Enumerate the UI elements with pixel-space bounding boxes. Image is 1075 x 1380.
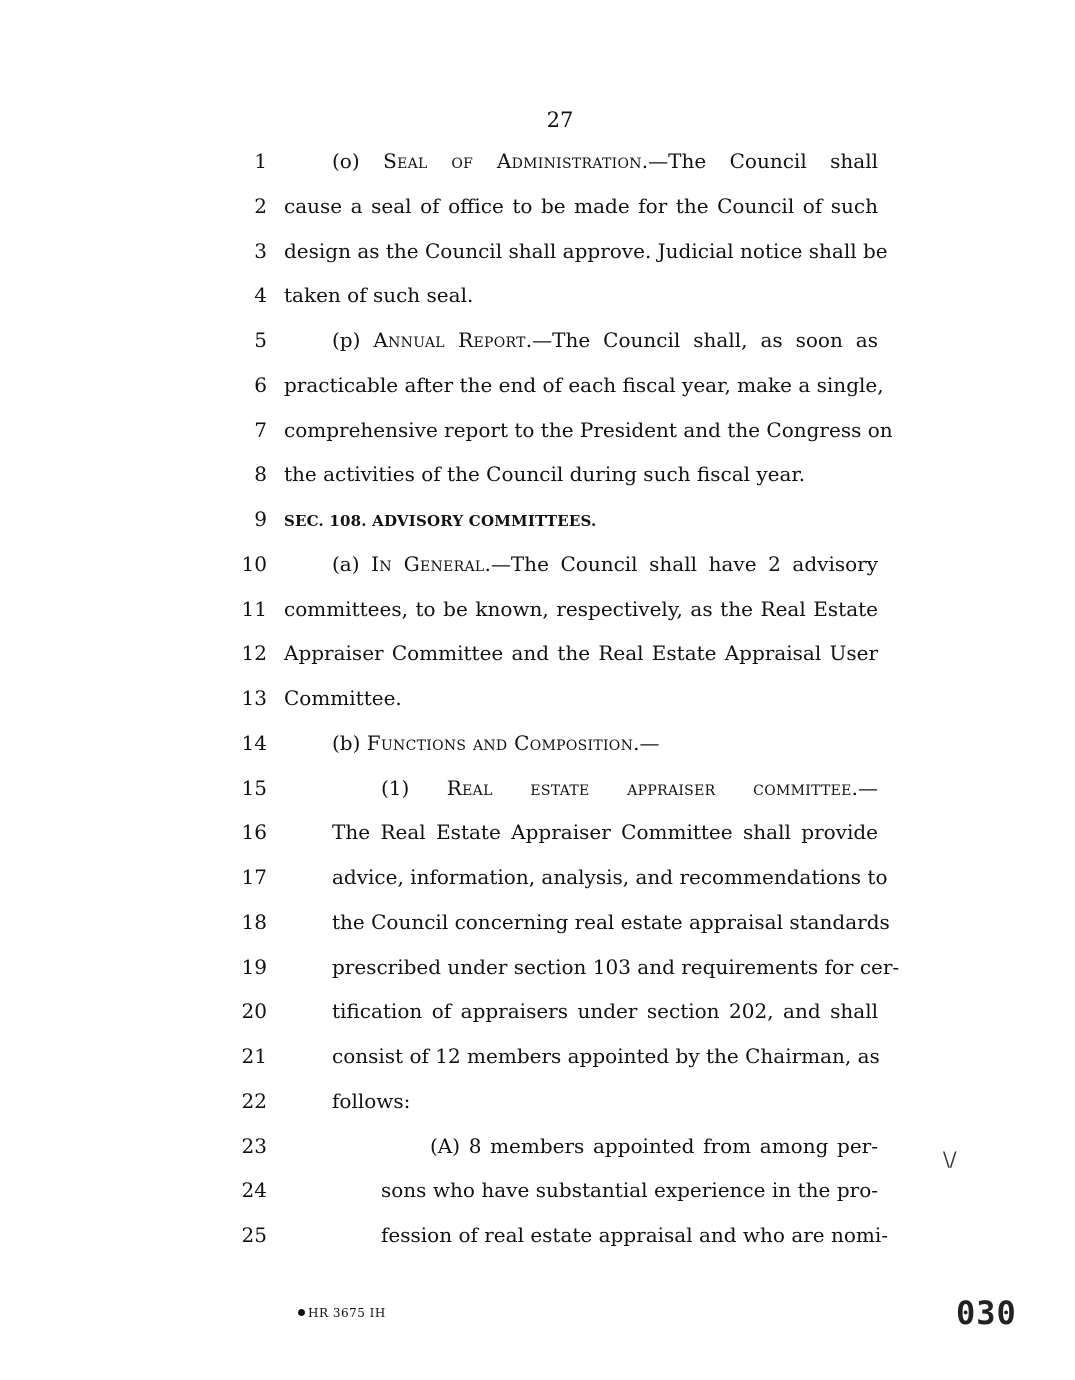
- line-number: 3: [254, 238, 267, 263]
- line-number: 4: [254, 283, 267, 308]
- line-segment: (A) 8 members appointed from among per-: [430, 1133, 878, 1158]
- line-text: [284, 370, 884, 400]
- line-segment: (o): [332, 149, 384, 173]
- line-number: 8: [254, 462, 267, 487]
- text-line: [0, 236, 1075, 266]
- line-segment: design as the Council shall approve. Judicial notice shall be: [284, 238, 888, 263]
- section-caption: Seal of Administration: [383, 149, 642, 173]
- text-line: [0, 728, 1075, 758]
- line-number: 10: [241, 551, 267, 576]
- text-line: [0, 459, 1075, 489]
- line-segment: taken of such seal.: [284, 283, 474, 308]
- line-segment: .—The Council shall, as soon as: [525, 328, 878, 352]
- bill-footer: [298, 1306, 386, 1320]
- text-line: [0, 683, 1075, 713]
- line-segment: (1): [381, 775, 447, 800]
- line-text: [284, 459, 805, 489]
- line-segment: Committee.: [284, 686, 402, 710]
- line-number: 15: [241, 775, 267, 800]
- line-text: [381, 773, 878, 803]
- line-text: [284, 683, 402, 713]
- line-segment: cause a seal of office to be made for the Council of such: [284, 193, 878, 218]
- text-line: [0, 415, 1075, 445]
- line-text: [284, 638, 878, 668]
- line-text: [284, 191, 878, 221]
- line-number: 18: [241, 909, 267, 934]
- text-line: [0, 325, 1075, 355]
- line-number: 7: [254, 417, 267, 442]
- line-text: [332, 1041, 878, 1071]
- bill-number: HR 3675 IH: [308, 1306, 386, 1320]
- text-line: [0, 191, 1075, 221]
- text-line: [0, 996, 1075, 1026]
- text-line: [0, 1041, 1075, 1071]
- handwritten-margin-mark: \/: [943, 1147, 957, 1171]
- line-segment: .—The Council shall have 2 advisory: [484, 551, 879, 576]
- line-segment: The Real Estate Appraiser Committee shall provide: [332, 820, 878, 845]
- line-segment: sons who have substantial experience in the pro-: [381, 1178, 878, 1203]
- line-number: 2: [254, 193, 267, 218]
- line-text: [284, 594, 878, 624]
- line-number: 16: [241, 820, 267, 845]
- text-line: [0, 862, 1075, 892]
- line-text: [430, 1131, 878, 1161]
- line-segment: .—The Council shall: [641, 149, 879, 173]
- line-segment: the Council concerning real estate appraisal standards: [332, 909, 890, 934]
- line-number: 24: [241, 1178, 267, 1203]
- text-line: [0, 638, 1075, 668]
- text-line: [0, 1086, 1075, 1116]
- line-segment: (a): [332, 551, 372, 576]
- line-number: 22: [241, 1088, 267, 1113]
- line-text: [284, 236, 888, 266]
- text-line: [0, 1220, 1075, 1250]
- line-text: [332, 549, 878, 579]
- line-number: 14: [241, 730, 267, 755]
- line-number: 11: [241, 596, 267, 621]
- line-segment: .—: [633, 730, 660, 755]
- section-caption: Real estate appraiser committee: [446, 775, 852, 800]
- line-text: [381, 1175, 878, 1205]
- line-number: 6: [254, 372, 267, 397]
- line-segment: Appraiser Committee and the Real Estate Appraisal User: [284, 641, 878, 666]
- line-segment: comprehensive report to the President and the Congress on: [284, 417, 893, 442]
- line-number: 17: [241, 865, 267, 889]
- text-line: [0, 952, 1075, 982]
- line-text: [332, 817, 878, 847]
- page-number: 27: [546, 108, 574, 132]
- line-segment: tification of appraisers under section 202, and shall: [332, 999, 878, 1024]
- bullet-icon: [298, 1309, 305, 1316]
- line-text: [284, 504, 596, 536]
- line-number: 13: [241, 686, 267, 710]
- section-caption: Functions and Composition: [366, 730, 634, 755]
- text-line: [0, 1175, 1075, 1205]
- line-number: 21: [241, 1044, 267, 1068]
- section-caption: In General: [371, 551, 485, 576]
- text-line: [0, 370, 1075, 400]
- line-number: 20: [241, 999, 267, 1024]
- line-text: [332, 325, 878, 355]
- text-line: [0, 817, 1075, 847]
- line-text: [332, 1086, 410, 1116]
- page-stamp: 030: [956, 1294, 1017, 1332]
- line-number: 25: [241, 1223, 267, 1247]
- section-heading: SEC. 108. ADVISORY COMMITTEES.: [284, 512, 597, 530]
- line-text: [284, 280, 473, 310]
- line-number: 19: [241, 954, 267, 979]
- line-text: [332, 146, 878, 176]
- text-line: [0, 773, 1075, 803]
- line-text: [332, 728, 659, 758]
- text-line: [0, 907, 1075, 937]
- line-segment: advice, information, analysis, and recommendations to: [332, 865, 888, 889]
- section-caption: Annual Report: [373, 328, 526, 352]
- line-number: 1: [254, 149, 267, 173]
- line-text: [284, 415, 893, 445]
- text-line: [0, 146, 1075, 176]
- line-text: [381, 1220, 889, 1250]
- line-text: [332, 907, 890, 937]
- line-text: [332, 952, 900, 982]
- line-number: 9: [254, 507, 267, 531]
- line-number: 12: [241, 641, 267, 666]
- line-segment: (p): [332, 328, 374, 352]
- line-segment: consist of 12 members appointed by the Chairman, as: [332, 1044, 880, 1068]
- text-line: [0, 504, 1075, 534]
- line-text: [332, 996, 878, 1026]
- text-line: [0, 549, 1075, 579]
- text-line: [0, 280, 1075, 310]
- line-segment: .—: [851, 775, 879, 800]
- line-segment: follows:: [332, 1088, 411, 1113]
- line-segment: committees, to be known, respectively, as the Real Estate: [284, 596, 878, 621]
- line-segment: (b): [332, 730, 367, 755]
- line-segment: the activities of the Council during such fiscal year.: [284, 462, 806, 487]
- line-number: 23: [241, 1133, 267, 1158]
- line-segment: prescribed under section 103 and requirements for cer-: [332, 954, 900, 979]
- line-text: [332, 862, 888, 892]
- text-line: [0, 594, 1075, 624]
- line-segment: practicable after the end of each fiscal year, make a single,: [284, 372, 884, 397]
- line-segment: fession of real estate appraisal and who are nomi-: [381, 1223, 889, 1247]
- line-number: 5: [254, 328, 267, 352]
- text-line: [0, 1131, 1075, 1161]
